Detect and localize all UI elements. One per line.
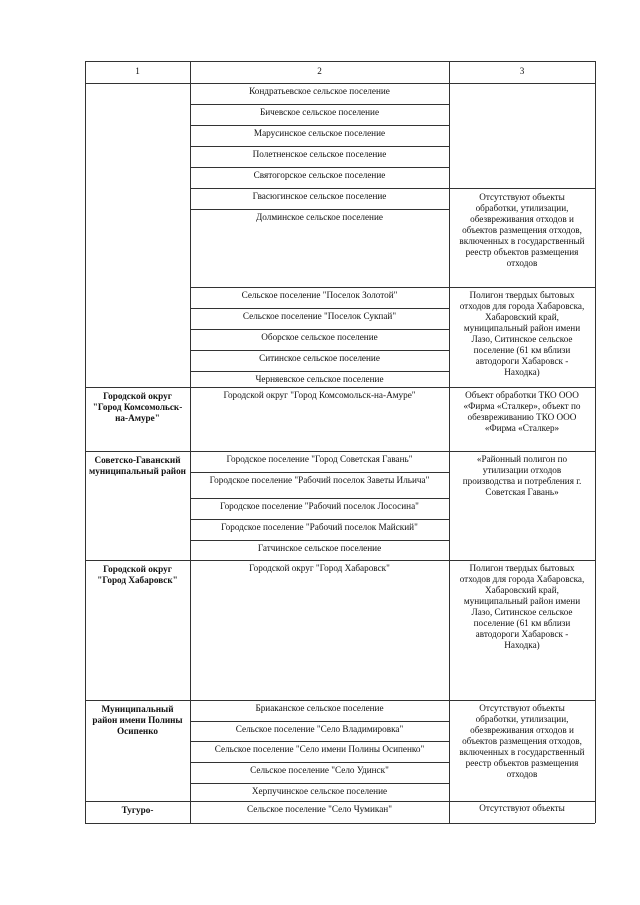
table-rule bbox=[190, 472, 449, 473]
settlement-name: Сельское поселение "Поселок Сукпай" bbox=[242, 311, 397, 321]
settlement-name: Городское поселение "Рабочий поселок Майский" bbox=[221, 522, 418, 532]
settlement-name: Ситинское сельское поселение bbox=[259, 353, 380, 363]
table-rule bbox=[190, 308, 449, 309]
waste-facility-table bbox=[85, 61, 595, 823]
table-rule bbox=[85, 387, 595, 388]
table-rule bbox=[85, 61, 595, 62]
settlement-name: Сельское поселение "Село Удинск" bbox=[250, 765, 389, 775]
header-col-1: 1 bbox=[135, 66, 140, 76]
facility-description: «Районный полигон по утилизации отходов производства и потребления г. Советская Гавань» bbox=[462, 454, 582, 497]
settlement-name: Святогорское сельское поселение bbox=[253, 170, 386, 180]
settlement-name: Оборское сельское поселение bbox=[261, 332, 378, 342]
table-rule bbox=[449, 287, 595, 288]
settlement-name: Марусинское сельское поселение bbox=[253, 128, 386, 138]
table-rule bbox=[190, 371, 449, 372]
table-rule bbox=[190, 329, 449, 330]
settlement-name: Черняевское сельское поселение bbox=[255, 374, 384, 384]
table-rule bbox=[190, 350, 449, 351]
settlement-name: Полетненское сельское поселение bbox=[252, 149, 387, 159]
district-name: Советско-Гаванский муниципальный район bbox=[89, 455, 186, 476]
facility-description: Отсутствуют объекты bbox=[479, 803, 565, 813]
settlement-name: Городской округ "Город Комсомольск-на-Амуре" bbox=[223, 390, 416, 400]
settlement-name: Гатчинское сельское поселение bbox=[257, 543, 382, 553]
facility-description: Отсутствуют объекты обработки, утилизации, обезвреживания отходов и объектов размещения отходов, включенных в государственный реестр объектов размещения отходов bbox=[459, 192, 585, 268]
facility-description: Полигон твердых бытовых отходов для города Хабаровска, Хабаровский край, муниципальный район имени Лазо, Ситинское сельское поселение (61 км вблизи автодороги Хабаровск - Находка) bbox=[459, 563, 585, 650]
facility-description: Полигон твердых бытовых отходов для города Хабаровска, Хабаровский край, муниципальный район имени Лазо, Ситинское сельское поселение (61 км вблизи автодороги Хабаровск - Находка) bbox=[459, 290, 585, 377]
table-rule bbox=[595, 61, 596, 823]
district-name: Городской округ "Город Хабаровск" bbox=[97, 564, 178, 585]
district-name: Тугуро- bbox=[121, 805, 154, 815]
district-name: Муниципальный район имени Полины Осипенко bbox=[92, 704, 183, 736]
settlement-name: Бриаканское сельское поселение bbox=[255, 703, 384, 713]
table-rule bbox=[190, 61, 191, 823]
settlement-name: Гвасюгинское сельское поселение bbox=[252, 191, 387, 201]
settlement-name: Херпучинское сельское поселение bbox=[251, 786, 388, 796]
table-rule bbox=[190, 146, 449, 147]
settlement-name: Городское поселение "Рабочий поселок Заветы Ильича" bbox=[209, 475, 430, 485]
settlement-name: Городское поселение "Город Советская Гавань" bbox=[226, 454, 413, 464]
table-rule bbox=[190, 104, 449, 105]
settlement-name: Долминское сельское поселение bbox=[256, 212, 383, 222]
table-rule bbox=[85, 700, 595, 701]
table-rule bbox=[190, 519, 449, 520]
table-rule bbox=[190, 783, 449, 784]
facility-description: Объект обработки ТКО ООО «Фирма «Сталкер», объект по обезвреживанию ТКО ООО «Фирма «Сталкер» bbox=[463, 390, 581, 433]
table-rule bbox=[85, 451, 595, 452]
table-rule bbox=[190, 125, 449, 126]
facility-description: Отсутствуют объекты обработки, утилизации, обезвреживания отходов и объектов размещения отходов, включенных в государственный реестр объектов размещения отходов bbox=[459, 703, 585, 779]
facility-description bbox=[457, 83, 587, 184]
settlement-name: Городской округ "Город Хабаровск" bbox=[249, 563, 390, 573]
settlement-name: Бичевское сельское поселение bbox=[259, 107, 380, 117]
table-rule bbox=[85, 823, 595, 824]
table-rule bbox=[190, 540, 449, 541]
settlement-name: Сельское поселение "Село Владимировка" bbox=[235, 724, 404, 734]
header-col-3: 3 bbox=[519, 66, 525, 76]
table-rule bbox=[190, 167, 449, 168]
settlement-name: Сельское поселение "Село Чумикан" bbox=[247, 804, 392, 814]
table-rule bbox=[190, 188, 449, 189]
table-rule bbox=[190, 741, 449, 742]
table-rule bbox=[449, 61, 450, 823]
district-name: Городской округ "Город Комсомольск-на-Амуре" bbox=[92, 391, 183, 423]
district-name bbox=[88, 83, 187, 383]
settlement-name: Кондратьевское сельское поселение bbox=[249, 86, 390, 96]
settlement-name: Городское поселение "Рабочий поселок Лососина" bbox=[220, 501, 419, 511]
table-rule bbox=[85, 801, 595, 802]
table-rule bbox=[190, 721, 449, 722]
table-rule bbox=[190, 762, 449, 763]
table-rule bbox=[85, 560, 595, 561]
table-rule bbox=[190, 209, 449, 210]
table-rule bbox=[85, 61, 86, 823]
header-col-2: 2 bbox=[317, 66, 322, 76]
settlement-name: Сельское поселение "Село имени Полины Осипенко" bbox=[214, 744, 425, 754]
table-rule bbox=[449, 188, 595, 189]
settlement-name: Сельское поселение "Поселок Золотой" bbox=[241, 290, 398, 300]
table-rule bbox=[190, 498, 449, 499]
table-rule bbox=[190, 287, 449, 288]
